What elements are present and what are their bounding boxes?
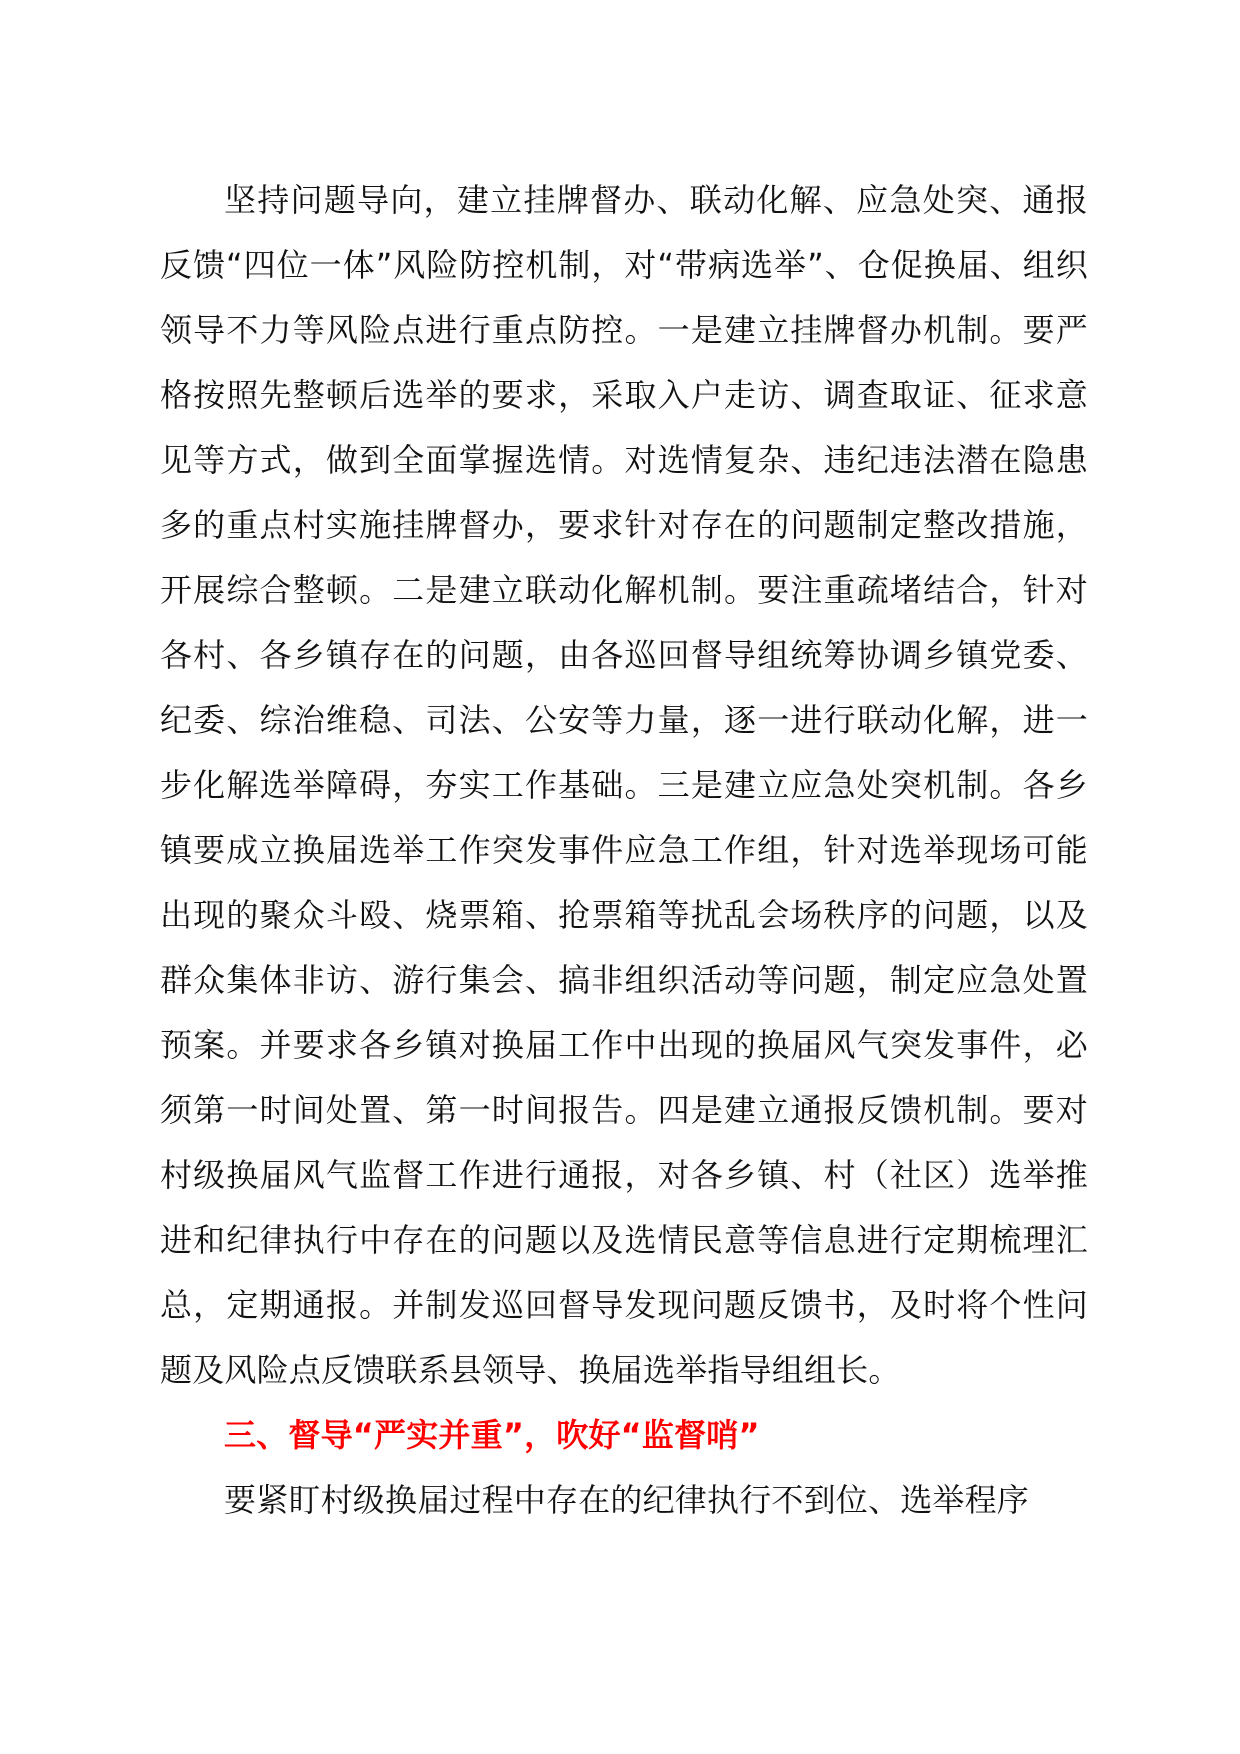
body-paragraph-risk-control: 坚持问题导向，建立挂牌督办、联动化解、应急处突、通报反馈“四位一体”风险防控机制，对“带病选举”、仓促换届、组织领导不力等风险点进行重点防控。一是建立挂牌督办机制。要严格按照先整顿后选举的要求，采取入户走访、调查取证、征求意见等方式，做到全面掌握选情。对选情复杂、违纪违法潜在隐患多的重点村实施挂牌督办，要求针对存在的问题制定整改措施，开展综合整顿。二是建立联动化解机制。要注重疏堵结合，针对各村、各乡镇存在的问题，由各巡回督导组统筹协调乡镇党委、纪委、综治维稳、司法、公安等力量，逐一进行联动化解，进一步化解选举障碍，夯实工作基础。三是建立应急处突机制。各乡镇要成立换届选举工作突发事件应急工作组，针对选举现场可能出现的聚众斗殴、烧票箱、抢票箱等扰乱会场秩序的问题，以及群众集体非访、游行集会、搞非组织活动等问题，制定应急处置预案。并要求各乡镇对换届工作中出现的换届风气突发事件，必须第一时间处置、第一时间报告。四是建立通报反馈机制。要对村级换届风气监督工作进行通报，对各乡镇、村（社区）选举推进和纪律执行中存在的问题以及选情民意等信息进行定期梳理汇总，定期通报。并制发巡回督导发现问题反馈书，及时将个性问题及风险点反馈联系县领导、换届选举指导组组长。 — [160, 181, 1088, 1389]
body-paragraph-discipline: 要紧盯村级换届过程中存在的纪律执行不到位、选举程序 — [224, 1481, 1030, 1519]
document-body — [160, 168, 1088, 1533]
section-heading-supervision: 三、督导“严实并重”，吹好“监督哨” — [224, 1416, 760, 1454]
